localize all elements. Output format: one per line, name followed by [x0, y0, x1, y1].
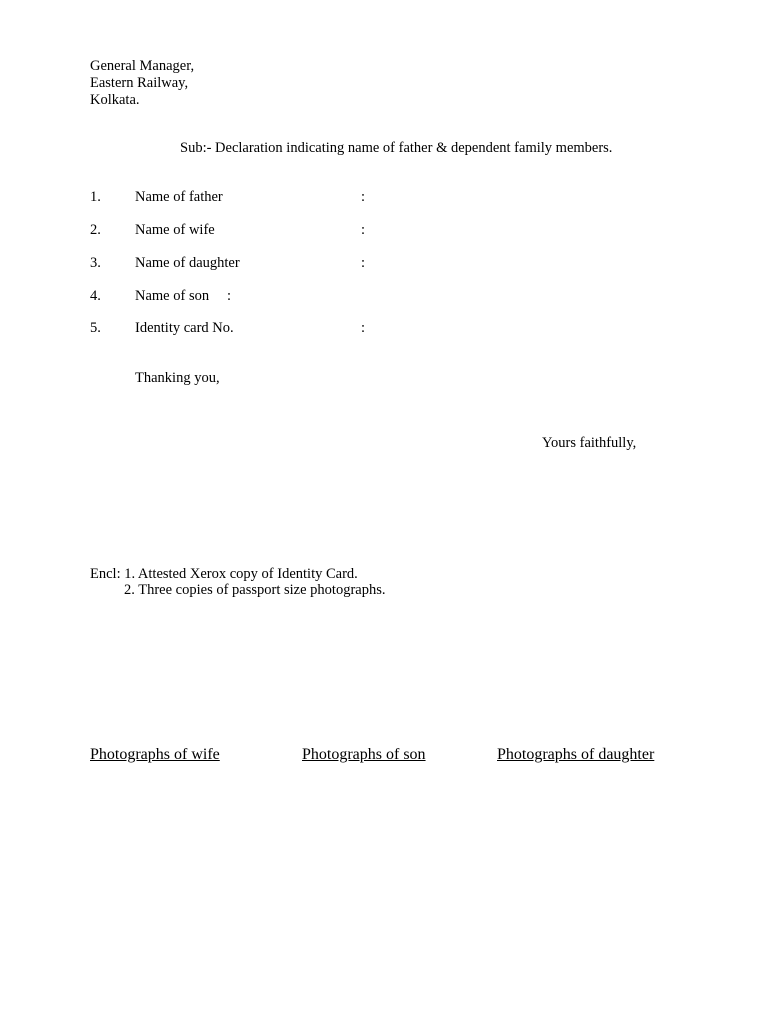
field-label-son: Name of son: [135, 288, 210, 304]
field-colon: :: [361, 189, 366, 205]
address-line-3: Kolkata.: [90, 92, 140, 108]
thanks-line: Thanking you,: [135, 370, 220, 386]
field-colon: :: [361, 255, 366, 271]
address-line-1: General Manager,: [90, 58, 195, 74]
field-label-identity-card: Identity card No.: [135, 320, 234, 336]
closing-line: Yours faithfully,: [542, 435, 637, 451]
photo-caption-son: Photographs of son: [302, 746, 426, 763]
photo-caption-daughter: Photographs of daughter: [497, 746, 655, 763]
field-number: 3.: [90, 255, 101, 271]
field-number: 4.: [90, 288, 101, 304]
field-label-father: Name of father: [135, 189, 223, 205]
enclosure-line-1: Encl: 1. Attested Xerox copy of Identity Card.: [90, 566, 358, 582]
field-number: 2.: [90, 222, 101, 238]
enclosure-line-2: 2. Three copies of passport size photographs.: [124, 582, 386, 598]
field-label-daughter: Name of daughter: [135, 255, 240, 271]
subject-line: Sub:- Declaration indicating name of father & dependent family members.: [180, 140, 613, 156]
photo-caption-wife: Photographs of wife: [90, 746, 220, 763]
field-number: 5.: [90, 320, 101, 336]
field-colon: :: [361, 320, 366, 336]
address-line-2: Eastern Railway,: [90, 75, 189, 91]
field-colon: :: [361, 222, 366, 238]
field-colon: :: [227, 288, 232, 304]
field-number: 1.: [90, 189, 101, 205]
field-label-wife: Name of wife: [135, 222, 215, 238]
